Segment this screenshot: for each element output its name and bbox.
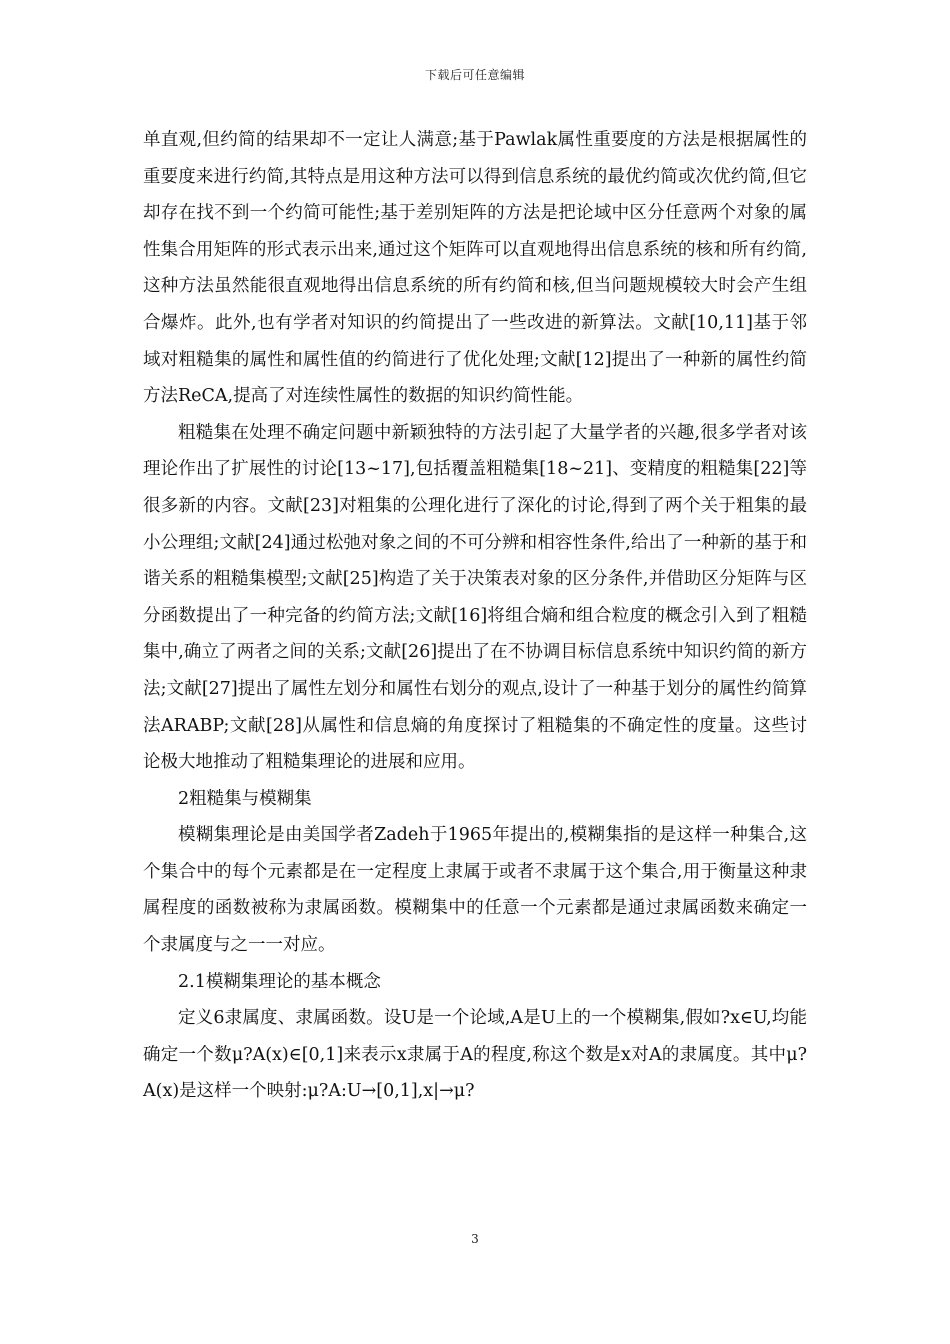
page-number: 3 (471, 1232, 479, 1246)
page-header: 下载后可任意编辑 (424, 68, 525, 82)
paragraph-2: 粗糙集在处理不确定问题中新颖独特的方法引起了大量学者的兴趣,很多学者对该理论作出了扩展性的讨论[13~17],包括覆盖粗糙集[18~21]、变精度的粗糙集[22]等很多新的内容。文献[23]对粗集的公理化进行了深化的讨论,得到了两个关于粗集的最小公理组;文献[24]通过松弛对象之间的不可分辨和相容性条件,给出了一种新的基于和谐关系的粗糙集模型;文献[25]构造了关于决策表对象的区分条件,并借助区分矩阵与区分函数提出了一种完备的约简方法;文献[16]将组合熵和组合粒度的概念引入到了粗糙集中,确立了两者之间的关系;文献[26]提出了在不协调目标信息系统中知识约简的新方法;文献[27]提出了属性左划分和属性右划分的观点,设计了一种基于划分的属性约简算法ARABP;文献[28]从属性和信息熵的角度探讨了粗糙集的不确定性的度量。这些讨论极大地推动了粗糙集理论的进展和应用。 (143, 422, 807, 773)
section-heading-2-1: 2.1模糊集理论的基本概念 (178, 971, 381, 992)
paragraph-3: 模糊集理论是由美国学者Zadeh于1965年提出的,模糊集指的是这样一种集合,这个集合中的每个元素都是在一定程度上隶属于或者不隶属于这个集合,用于衡量这种隶属程度的函数被称为隶属函数。模糊集中的任意一个元素都是通过隶属函数来确定一个隶属度与之一一对应。 (143, 825, 807, 956)
paragraph-1: 单直观,但约简的结果却不一定让人满意;基于Pawlak属性重要度的方法是根据属性的重要度来进行约简,其特点是用这种方法可以得到信息系统的最优约简或次优约简,但它却存在找不到一个约简可能性;基于差别矩阵的方法是把论域中区分任意两个对象的属性集合用矩阵的形式表示出来,通过这个矩阵可以直观地得出信息系统的核和所有约简,这种方法虽然能很直观地得出信息系统的所有约简和核,但当问题规模较大时会产生组合爆炸。此外,也有学者对知识的约简提出了一些改进的新算法。文献[10,11]基于邻域对粗糙集的属性和属性值的约简进行了优化处理;文献[12]提出了一种新的属性约简方法ReCA,提高了对连续性属性的数据的知识约简性能。 (143, 130, 807, 407)
section-heading-2: 2粗糙集与模糊集 (178, 788, 312, 809)
document-body (143, 122, 807, 1110)
paragraph-4: 定义6隶属度、隶属函数。设U是一个论域,A是U上的一个模糊集,假如?x∈U,均能确定一个数μ?A(x)∈[0,1]来表示x隶属于A的程度,称这个数是x对A的隶属度。其中μ?A(x)是这样一个映射:μ?A:U→[0,1],x|→μ? (143, 1008, 807, 1102)
